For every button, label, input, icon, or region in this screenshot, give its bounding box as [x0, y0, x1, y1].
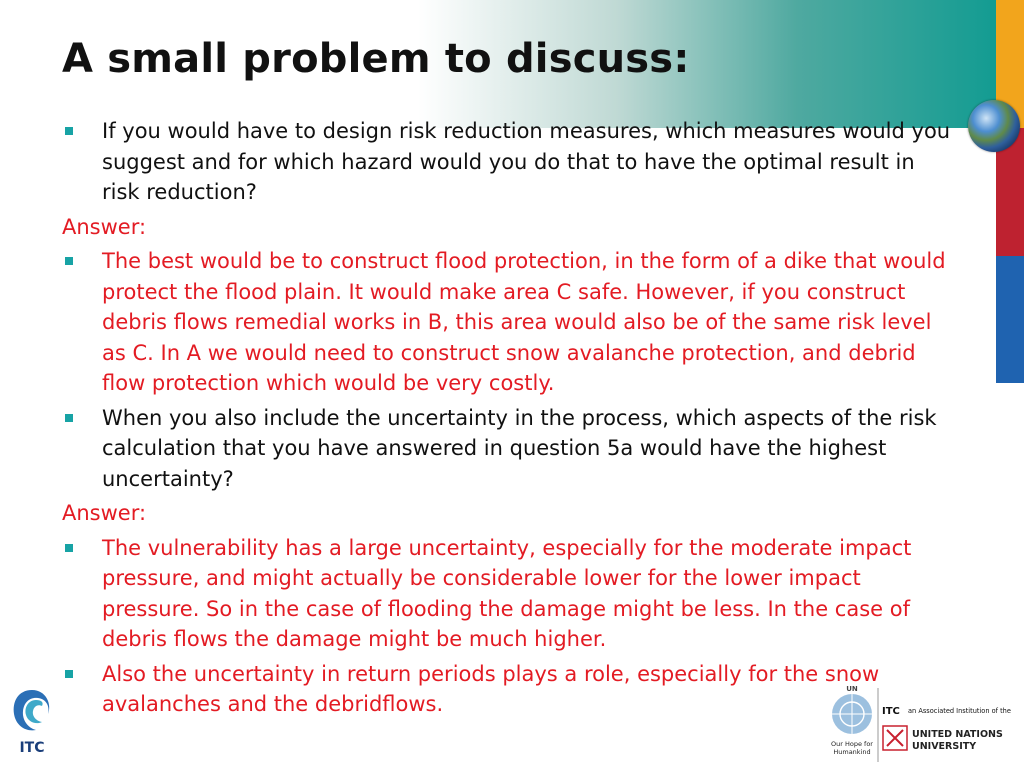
question-2-text: When you also include the uncertainty in the process, which aspects of the risk calculation that you have answered in question 5a would have the highest uncertainty?: [102, 405, 937, 491]
answer-1: [62, 246, 952, 399]
un-label: UN: [846, 685, 858, 693]
bullet-icon: [65, 127, 73, 135]
associated-institution-text: an Associated Institution of the: [908, 707, 1011, 715]
unu-name-line-2: UNIVERSITY: [912, 741, 977, 752]
answer-2a: [62, 533, 952, 655]
question-2: [62, 403, 952, 495]
question-1-text: If you would have to design risk reduction measures, which measures would you suggest and for which hazard would you do that to have the optimal result in risk reduction?: [102, 119, 951, 204]
unu-name-line-1: UNITED NATIONS: [912, 729, 1003, 740]
answer-1-text: The best would be to construct flood protection, in the form of a dike that would protect the flood plain. It would make area C safe. However, if you construct debris flows remedial works in B, this area would also be of the same risk level as C. In A we would need to construct snow avalanche protection, and debrid flow protection which would be very costly.: [102, 249, 946, 395]
slide-title: A small problem to discuss:: [62, 36, 690, 82]
answer-2b-text: Also the uncertainty in return periods plays a role, especially for the snow avalanches and the debridflows.: [102, 661, 880, 716]
un-tagline-2: Humankind: [833, 748, 871, 756]
bullet-icon: [65, 670, 73, 678]
slide-body: [62, 116, 952, 724]
answer-label-1: Answer:: [62, 214, 147, 239]
question-1: [62, 116, 952, 208]
accent-bar-blue: [996, 256, 1024, 383]
bullet-icon: [65, 544, 73, 552]
globe-icon: [968, 100, 1020, 152]
un-university-logo: [822, 682, 1020, 766]
itc-logo: [6, 684, 58, 756]
answer-2a-text: The vulnerability has a large uncertainty, especially for the moderate impact pressure, and might actually be considerable lower for the lower impact pressure. So in the case of flooding the damage might be less. In the case of debris flows the damage might be much higher.: [102, 535, 912, 651]
answer-label-2: Answer:: [62, 501, 147, 525]
itc-logo-text: ITC: [19, 740, 45, 756]
bullet-icon: [65, 257, 73, 265]
itc-label: ITC: [882, 706, 900, 717]
un-tagline-1: Our Hope for: [831, 740, 873, 748]
bullet-icon: [65, 414, 73, 422]
answer-2b: [62, 659, 952, 720]
